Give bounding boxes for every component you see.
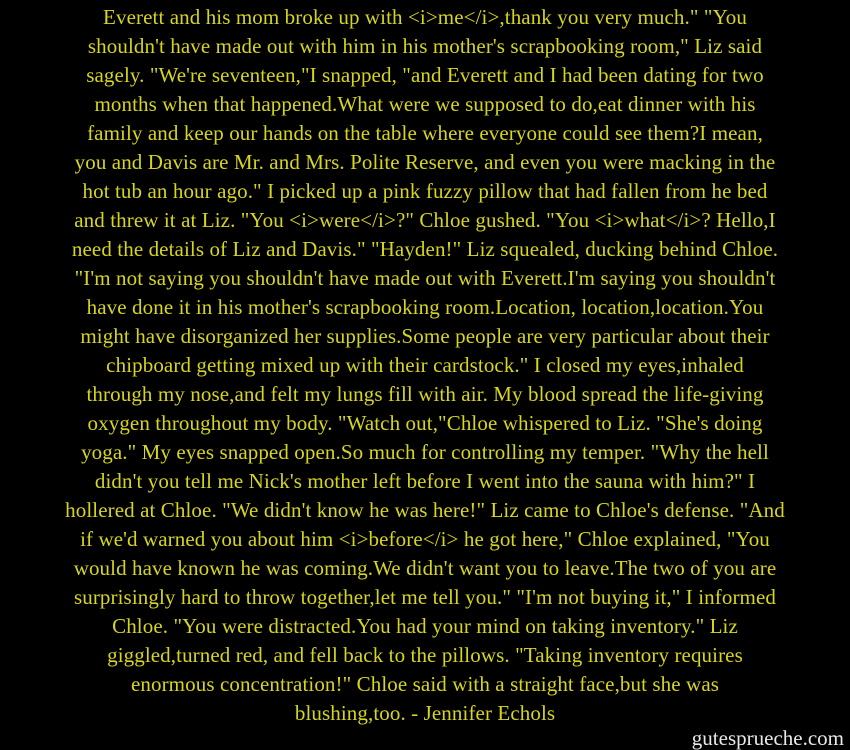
quote-line: blushing,too. - Jennifer Echols (294, 701, 556, 725)
quote-line: Chloe. "You were distracted.You had your mind on taking inventory." Liz (112, 614, 738, 638)
quote-line: if we'd warned you about him <i>before</i> he got here," Chloe explained, "You (80, 527, 770, 551)
quote-line: Everett and his mom broke up with <i>me</i>,thank you very much." "You (103, 5, 747, 29)
quote-line: "I'm not saying you shouldn't have made out with Everett.I'm saying you shouldn't (74, 266, 776, 290)
quote-text-block (0, 3, 850, 728)
quote-line: have done it in his mother's scrapbooking room.Location, location,location.You (86, 295, 764, 319)
quote-line: hollered at Chloe. "We didn't know he was here!" Liz came to Chloe's defense. "And (65, 498, 785, 522)
quote-line: and threw it at Liz. "You <i>were</i>?" Chloe gushed. "You <i>what</i>? Hello,I (74, 208, 776, 232)
quote-line: would have known he was coming.We didn't want you to leave.The two of you are (73, 556, 777, 580)
quote-line: hot tub an hour ago." I picked up a pink fuzzy pillow that had fallen from he bed (82, 179, 768, 203)
quote-line: chipboard getting mixed up with their cardstock." I closed my eyes,inhaled (106, 353, 744, 377)
quote-line: enormous concentration!" Chloe said with a straight face,but she was (130, 672, 720, 696)
quote-line: surprisingly hard to throw together,let me tell you." "I'm not buying it," I informed (73, 585, 777, 609)
quote-line: you and Davis are Mr. and Mrs. Polite Reserve, and even you were macking in the (74, 150, 776, 174)
quote-line: might have disorganized her supplies.Some people are very particular about their (80, 324, 770, 348)
quote-line: sagely. "We're seventeen,"I snapped, "and Everett and I had been dating for two (86, 63, 764, 87)
quote-line: family and keep our hands on the table where everyone could see them?I mean, (87, 121, 763, 145)
quote-line: through my nose,and felt my lungs fill with air. My blood spread the life-giving (86, 382, 764, 406)
quote-line: giggled,turned red, and fell back to the pillows. "Taking inventory requires (107, 643, 743, 667)
quote-line: yoga." My eyes snapped open.So much for controlling my temper. "Why the hell (81, 440, 769, 464)
watermark-site-url: gutesprueche.com (691, 726, 844, 750)
quote-line: need the details of Liz and Davis." "Hayden!" Liz squealed, ducking behind Chloe. (71, 237, 779, 261)
quote-line: didn't you tell me Nick's mother left before I went into the sauna with him?" I (94, 469, 756, 493)
quote-line: oxygen throughout my body. "Watch out,"Chloe whispered to Liz. "She's doing (87, 411, 763, 435)
quote-line: shouldn't have made out with him in his mother's scrapbooking room," Liz said (87, 34, 763, 58)
quote-line: months when that happened.What were we supposed to do,eat dinner with his (94, 92, 756, 116)
